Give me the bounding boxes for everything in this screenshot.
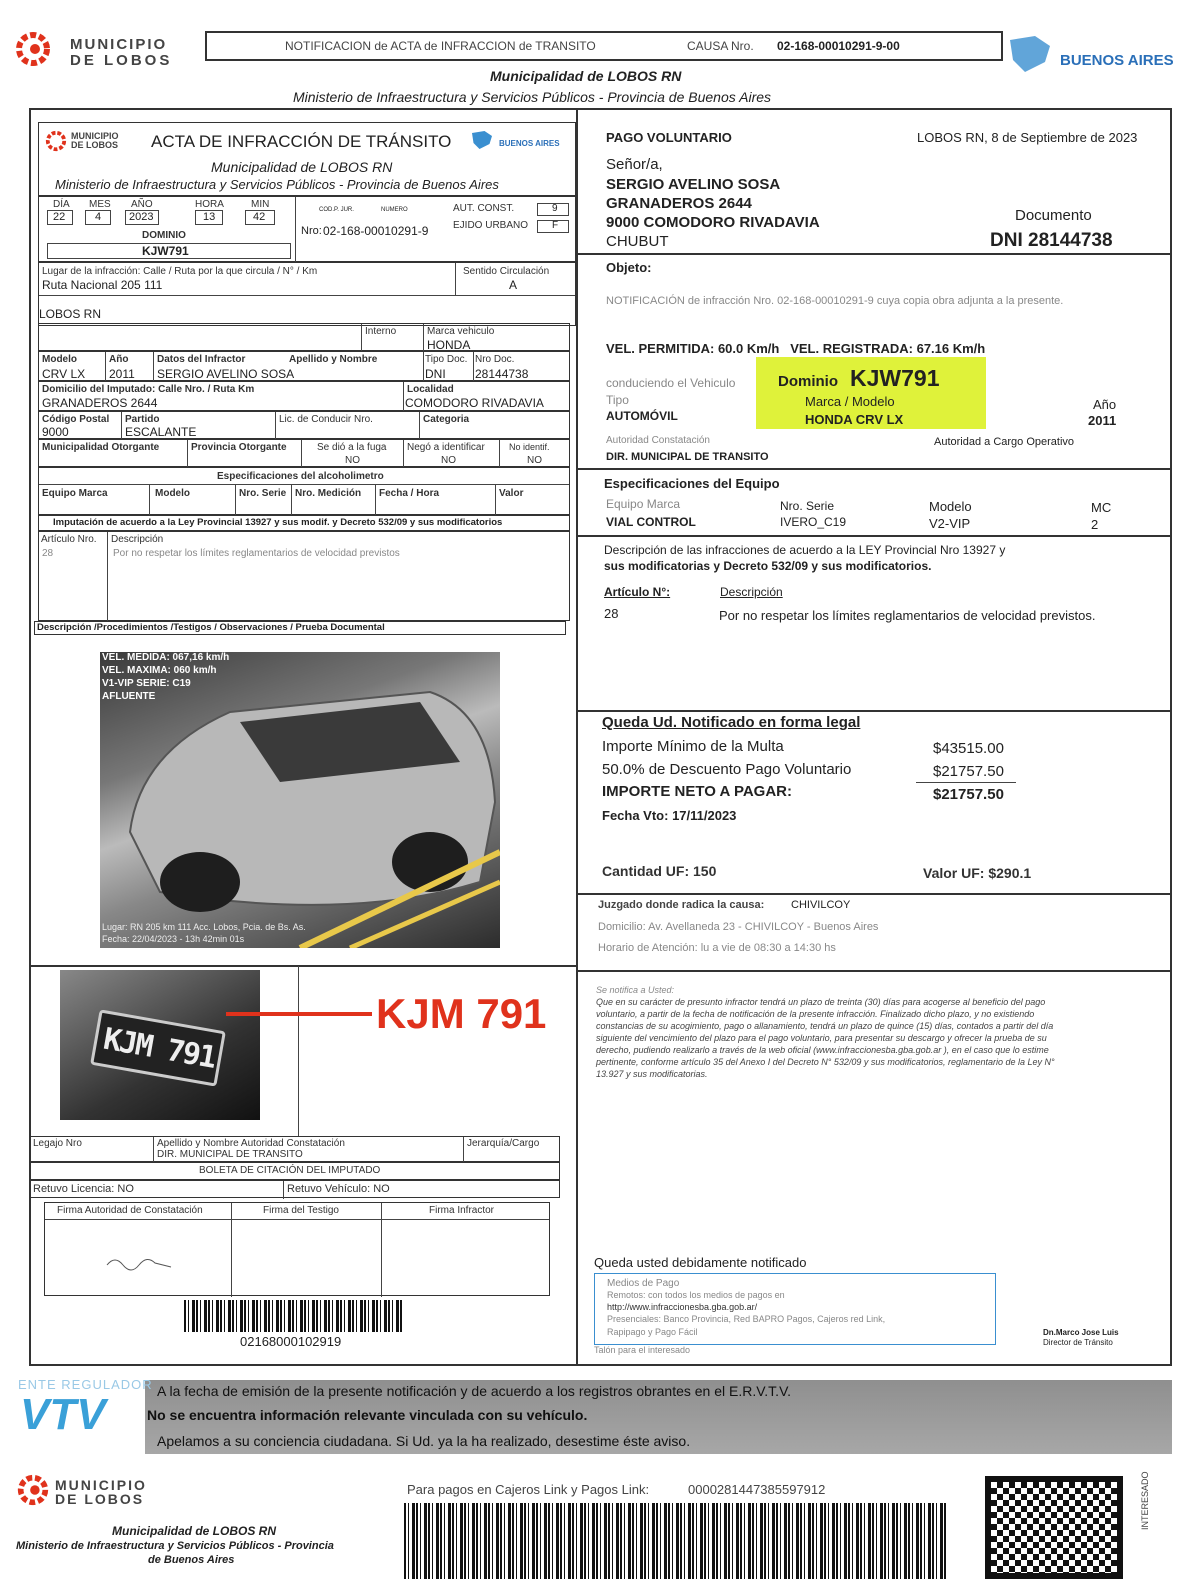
uf-valor: Valor UF: $290.1 [923,865,1032,881]
otorgante-row [38,439,570,467]
pago-art-label: Artículo N°: [604,585,671,599]
vtv-line3: Apelamos a su conciencia ciudadana. Si Ud. ya la ha realizado, desestime éste aviso. [157,1433,691,1449]
photo-footer-2: Fecha: 22/04/2023 - 13h 42min 01s [102,934,245,944]
nego-value: NO [441,455,456,466]
date-divider [295,197,296,263]
notif-text-2: voluntario, a partir de la fecha de notificación de la presente infracción. Finalizado dicho plazo, y no existiendo [596,1009,1035,1019]
medios-2: http://www.infraccionesba.gba.gob.ar/ [607,1302,758,1312]
juzgado-value: CHIVILCOY [791,899,851,911]
legajo-div1 [153,1137,154,1163]
desc-pv-label: 50.0% de Descuento Pago Voluntario [602,761,852,778]
plate-callout: KJM 791 [376,990,547,1037]
domicilio-label: Domicilio del Imputado: Calle Nro. / Ruta Km [42,384,255,395]
firma-test-label: Firma del Testigo [263,1205,339,1216]
localidad-divider [403,382,404,412]
infractor-row [38,351,570,381]
categoria-label: Categoria [423,414,470,425]
uf-cant: Cantidad UF: 150 [602,863,717,879]
sentido-value: A [509,278,518,292]
autoridad-cargo: Autoridad a Cargo Operativo [934,436,1075,448]
dia-label: DÍA [53,199,70,210]
neto-value: $21757.50 [933,786,1004,803]
numero-label: NUMERO [381,207,408,213]
qr-code [985,1476,1123,1579]
acta-ba-icon [469,129,495,151]
logo-line1: MUNICIPIO [70,36,168,53]
objeto-label: Objeto: [606,260,652,275]
pago-doc-value: DNI 28144738 [990,230,1113,251]
cod-label: COD.P. JUR. [319,207,354,213]
cp-label: Código Postal [42,414,110,425]
vtv-logo: VTV [20,1390,106,1439]
pago-line-5 [578,893,1172,895]
footer-logo2: DE LOBOS [55,1491,145,1507]
pago-calle: GRANADEROS 2644 [606,195,752,212]
alco-modelo-label: Modelo [155,488,190,499]
eq-mc-label: MC [1091,500,1112,515]
cp-value: 9000 [42,425,69,439]
nro-value: 02-168-00010291-9 [323,224,429,238]
radar-photo [100,652,500,948]
min-box [245,210,275,225]
hora-box [195,210,223,225]
pago-desc-label: Descripción [720,585,783,599]
dia-value: 22 [53,211,66,223]
vtv-ente: ENTE REGULADOR [18,1377,153,1392]
deb-notificado: Queda usted debidamente notificado [594,1255,807,1270]
plate [90,1009,226,1086]
nrodoc-value: 28144738 [475,367,529,381]
pago-line-1 [578,253,1172,255]
tipodoc-label: Tipo Doc. [425,354,468,365]
lugar-row [38,262,576,326]
acta-ministerio: Ministerio de Infraestructura y Servicios Públicos - Provincia de Buenos Aires [55,177,499,192]
vtv-line1: A la fecha de emisión de la presente notificación y de acuerdo a los registros obrantes en el E.R.V.T.V. [157,1383,792,1399]
director-name: Dn.Marco Jose Luis [1043,1328,1119,1337]
anio2-value: 2011 [109,367,135,381]
acta-title: ACTA DE INFRACCIÓN DE TRÁNSITO [151,132,452,151]
eq-serie-value: IVERO_C19 [780,515,847,529]
prov-ot-divider [187,440,188,468]
logo-line2: DE LOBOS [70,52,173,69]
vtv-line2: No se encuentra información relevante vinculada con su vehículo. [147,1407,588,1423]
retuvo-row [30,1180,560,1198]
min-value: 42 [253,211,266,223]
ejido-label: EJIDO URBANO [453,220,529,231]
nro-label: Nro: [301,225,322,237]
localidad-value: COMODORO RIVADAVIA [405,396,544,410]
municipio-logo-icon [16,30,50,68]
footer-min1: Ministerio de Infraestructura y Servicios Públicos - Provincia [16,1540,334,1552]
aut-value: 9 [552,203,558,214]
firma-aut-label: Firma Autoridad de Constatación [57,1205,203,1216]
eq-mc-value: 2 [1091,517,1099,532]
acta-logo-icon [45,129,67,153]
aut-box [537,203,569,216]
pago-title: PAGO VOLUNTARIO [606,130,732,145]
desc-inf-line2: sus modificatorias y Decreto 532/09 y sus modificatorios. [604,559,932,573]
marca-value: HONDA [427,338,471,352]
art-value: 28 [42,548,54,559]
importe-underline [916,782,1016,783]
ba-logo [1005,32,1190,76]
localidad-label: Localidad [407,384,454,395]
nego-divider [403,440,404,468]
imputacion-row [38,515,570,531]
retuvo-div [283,1181,284,1199]
lic-divider [275,412,276,440]
footer-logo-icon [16,1472,50,1508]
eq-modelo-label: Modelo [929,499,972,514]
juzgado-label: Juzgado donde radica la causa: [598,899,765,911]
acta-barcode-number: 02168000102919 [240,1334,342,1349]
photo-footer-1: Lugar: RN 205 km 111 Acc. Lobos, Pcia. de Bs. As. [102,922,306,932]
footer-barcode [404,1503,948,1579]
noident-divider [499,440,500,468]
alco-fecha-label: Fecha / Hora [379,488,440,499]
signature-mark [105,1253,175,1277]
causa-number: 02-168-00010291-9-00 [777,39,900,53]
alco-div5 [495,484,496,516]
datos-label: Datos del Infractor [157,354,246,365]
callout-line [226,1012,372,1016]
apellido-value: SERGIO AVELINO SOSA [157,367,295,381]
notif-text-4: siguiente del vencimiento del plazo para el pago voluntario, para presentar su descargo y ofrecer la prueba de su [596,1033,1047,1043]
lic-label: Lic. de Conducir Nro. [279,414,373,425]
pago-senor: Señor/a, [606,156,663,173]
apellido-aut-label: Apellido y Nombre Autoridad Constatación [157,1138,345,1149]
anio-label: AÑO [131,199,153,210]
alco-med-label: Nro. Medición [295,488,362,499]
autoridad-label: Autoridad Constatación [606,435,710,446]
anio2-label: Año [109,354,129,365]
pago-line-4 [578,710,1172,712]
medios-1: Remotos: con todos los medios de pagos en [607,1290,785,1300]
categoria-divider [419,412,420,440]
pago-ciudad: 9000 COMODORO RIVADAVIA [606,214,820,231]
desc-value: Por no respetar los límites reglamentarios de velocidad previstos [113,548,400,559]
mes-value: 4 [95,211,102,223]
firmas-line [45,1219,549,1220]
muni-ot-label: Municipalidad Otorgante [42,442,160,453]
acta-header-box [38,122,576,196]
plate-photo [60,970,260,1120]
lugar-line [39,295,575,296]
firma-inf-label: Firma Infractor [429,1205,495,1216]
modelo-value: CRV LX [42,367,86,381]
footer-pagos-number: 0000281447385597912 [688,1482,826,1497]
ba-logo-text: BUENOS AIRES [1060,52,1174,69]
pago-dominio-value: KJW791 [850,365,940,391]
imp-min-label: Importe Mínimo de la Multa [602,738,784,755]
partido-label: Partido [125,414,160,425]
pago-tipo-label: Tipo [606,393,629,407]
desc-proc-row [34,621,566,635]
cp-row [38,411,570,439]
retuvo-lic: Retuvo Licencia: NO [33,1183,134,1195]
ba-map-icon [1005,32,1055,76]
eq-marca-label: Equipo Marca [606,497,681,511]
espec-label: Especificaciones del Equipo [604,476,780,491]
eq-marca-value: VIAL CONTROL [606,515,696,529]
footer-logo1: MUNICIPIO [55,1477,147,1493]
tipodoc-divider [423,352,424,382]
pago-marca-label: Marca / Modelo [805,394,895,409]
firmas-div1 [231,1203,232,1297]
footer-muni: Municipalidad de LOBOS RN [112,1524,277,1538]
lugar-label: Lugar de la infracción: Calle / Ruta por la que circula / N° / Km [42,266,318,277]
plate-text: KJM 791 [100,1021,218,1076]
dominio-label: DOMINIO [142,230,186,241]
acta-logo1: MUNICIPIO [71,131,119,141]
noident-value: NO [527,455,542,466]
dominio-value: KJW791 [142,244,189,258]
anio-box [125,210,159,225]
domicilio-value: GRANADEROS 2644 [42,396,158,410]
medios-box [594,1273,996,1345]
pago-fecha: LOBOS RN, 8 de Septiembre de 2023 [917,130,1138,145]
nrodoc-divider [473,352,474,382]
lugar-value: Ruta Nacional 205 111 [42,278,163,292]
pago-prov: CHUBUT [606,233,669,250]
legajo-label: Legajo Nro [33,1138,82,1149]
plate-divider [298,966,299,1136]
main-divider [576,108,578,1366]
eq-serie-label: Nro. Serie [780,499,835,513]
ciudad-value: LOBOS RN [39,307,102,321]
firmas-div2 [381,1203,382,1297]
fuga-divider [301,440,302,468]
alco-row [38,467,570,515]
marca-label: Marca vehiculo [427,326,495,337]
acta-barcode [184,1300,404,1332]
footer-min2: de Buenos Aires [148,1554,235,1566]
eq-modelo-value: V2-VIP [929,516,971,531]
jerarquia-label: Jerarquía/Cargo [467,1138,540,1149]
acta-muni: Municipalidad de LOBOS RN [211,159,393,175]
apellido-label: Apellido y Nombre [289,354,378,365]
acta-logo2: DE LOBOS [71,140,119,150]
ejido-value: F [552,220,559,231]
hora-value: 13 [203,211,216,223]
notif-text-1: Que en su carácter de presunto infractor tendrá un plazo de treinta (30) días para acogerse al beneficio del pago [596,997,1046,1007]
partido-value: ESCALANTE [125,425,197,439]
alco-div3 [291,484,292,516]
mes-label: MES [89,199,111,210]
notif-text-6: pertinente, conforme artículo 35 del Anexo I del Decreto N° 532/09 y sus modificatorios, reglamentario de la Ley N° [596,1057,1055,1067]
alco-serie-label: Nro. Serie [239,488,287,499]
director-cargo: Director de Tránsito [1043,1338,1113,1347]
date-row [38,196,576,262]
pago-dominio-label: Dominio [778,373,838,390]
tipodoc-value: DNI [425,367,446,381]
talon: Talón para el interesado [594,1345,691,1355]
desc-label: Descripción [111,534,164,545]
photo-line-3: V1-VIP SERIE: C19 [102,678,191,689]
min-label: MIN [251,199,270,210]
alco-div2 [235,484,236,516]
imp-min-value: $43515.00 [933,740,1004,757]
pago-line-2 [578,468,1172,470]
footer-pagos-label: Para pagos en Cajeros Link y Pagos Link: [407,1482,650,1497]
notif-title: NOTIFICACION de ACTA de INFRACCION de TRANSITO [285,39,596,53]
sentido-divider [455,263,456,295]
desc-inf-line1: Descripción de las infracciones de acuerdo a la LEY Provincial Nro 13927 y [604,543,1006,557]
acta-ba-text: BUENOS AIRES [499,139,560,148]
desc-pv-value: $21757.50 [933,763,1004,780]
modelo-label: Modelo [42,354,77,365]
pago-anio-label: Año [1093,397,1117,412]
notif-text-3: constancias de su acogimiento, pago o allanamiento, tendrá un plazo de quince (15) días, contados a partir del día [596,1021,1054,1031]
anio2-divider [105,352,106,382]
medios-label: Medios de Pago [607,1278,680,1289]
partido-divider [121,412,122,440]
municipio-logo [16,30,206,74]
photo-bottom-line [30,965,576,967]
apellido-aut-value: DIR. MUNICIPAL DE TRANSITO [157,1149,303,1160]
datos-divider [153,352,154,382]
nego-label: Negó a identificar [407,442,485,453]
velocidad: VEL. PERMITIDA: 60.0 Km/h VEL. REGISTRADA: 67.16 Km/h [606,341,986,356]
aut-label: AUT. CONST. [453,203,515,214]
nrodoc-label: Nro Doc. [475,354,515,365]
dia-box [47,210,73,225]
desc-proc-label: Descripción /Procedimientos /Testigos / Observaciones / Prueba Documental [37,622,385,633]
art-label: Artículo Nro. [41,534,97,545]
alco-marca-label: Equipo Marca [42,488,108,499]
header-ministerio: Ministerio de Infraestructura y Servicios Públicos - Provincia de Buenos Aires [293,89,772,105]
photo-line-1: VEL. MEDIDA: 067,16 km/h [102,652,230,663]
autoridad-value: DIR. MUNICIPAL DE TRANSITO [606,451,769,463]
objeto-value: NOTIFICACIÓN de infracción Nro. 02-168-00010291-9 cuya copia obra adjunta a la presente. [606,295,1064,307]
alco-valor-label: Valor [499,488,524,499]
photo-line-4: AFLUENTE [102,691,156,702]
pago-tipo-value: AUTOMÓVIL [606,409,678,423]
boleta-row [30,1162,560,1180]
domicilio-row [38,381,570,411]
interno-label: Interno [365,326,397,337]
interno-divider [361,324,362,352]
conduciendo-label: conduciendo el Vehiculo [606,376,736,390]
pago-desc-value: Por no respetar los límites reglamentarios de velocidad previstos. [719,608,1096,623]
noident-label: No identif. [509,442,550,452]
notif-text-5: derecho, pudiendo realizarlo a través de la web oficial (www.infraccionesba.gba.gob.ar ), en el caso que lo estime [596,1045,1049,1055]
car-shape [100,652,500,948]
alco-div4 [375,484,376,516]
pago-nombre: SERGIO AVELINO SOSA [606,176,781,193]
pago-doc-label: Documento [1015,207,1092,224]
dominio-box [47,243,291,259]
boleta-label: BOLETA DE CITACIÓN DEL IMPUTADO [199,1165,381,1176]
marca-divider [423,324,424,352]
marca-row [38,323,570,351]
juzgado-horario: Horario de Atención: lu a vie de 08:30 a 14:30 hs [598,942,836,954]
retuvo-veh: Retuvo Vehículo: NO [287,1183,390,1195]
notif-intro: Se notifica a Usted: [596,985,675,995]
notif-title-box [205,31,1003,61]
mes-box [85,210,111,225]
alco-div1 [149,484,150,516]
firmas-box [44,1202,550,1296]
fuga-label: Se dió a la fuga [317,442,387,453]
sentido-label: Sentido Circulación [463,266,550,277]
photo-line-2: VEL. MAXIMA: 060 km/h [102,665,217,676]
pago-line-6 [578,970,1172,972]
notificado-title: Queda Ud. Notificado en forma legal [602,714,861,731]
hora-label: HORA [195,199,224,210]
header-muni: Municipalidad de LOBOS RN [490,68,682,84]
alco-label: Especificaciones del alcoholimetro [217,471,384,482]
pago-art-value: 28 [604,606,619,621]
medios-3: Presenciales: Banco Provincia, Red BAPRO Pagos, Cajeros red Link, [607,1314,886,1324]
pago-marca-value: HONDA CRV LX [805,412,904,427]
medios-4: Rapipago y Pago Fácil [607,1327,698,1337]
pago-line-3 [578,535,1172,537]
notif-text-7: 13.927 y sus modificatorias. [596,1069,708,1079]
legajo-div2 [463,1137,464,1163]
ejido-box [537,220,569,233]
art-divider [107,532,108,622]
legajo-row [30,1136,560,1162]
anio-value: 2023 [129,211,154,223]
imputacion-text: Imputación de acuerdo a la Ley Provincial 13927 y sus modif. y Decreto 532/09 y sus modificatorios [53,517,503,528]
causa-label: CAUSA Nro. [687,39,754,53]
alco-line [39,484,569,485]
vto: Fecha Vto: 17/11/2023 [602,808,737,823]
prov-ot-label: Provincia Otorgante [191,442,287,453]
fuga-value: NO [345,455,360,466]
footer-side-label: INTERESADO [1140,1471,1150,1530]
juzgado-domicilio: Domicilio: Av. Avellaneda 23 - CHIVILCOY - Buenos Aires [598,921,879,933]
articulo-box [38,531,570,621]
neto-label: IMPORTE NETO A PAGAR: [602,783,793,800]
pago-anio-value: 2011 [1088,413,1117,428]
